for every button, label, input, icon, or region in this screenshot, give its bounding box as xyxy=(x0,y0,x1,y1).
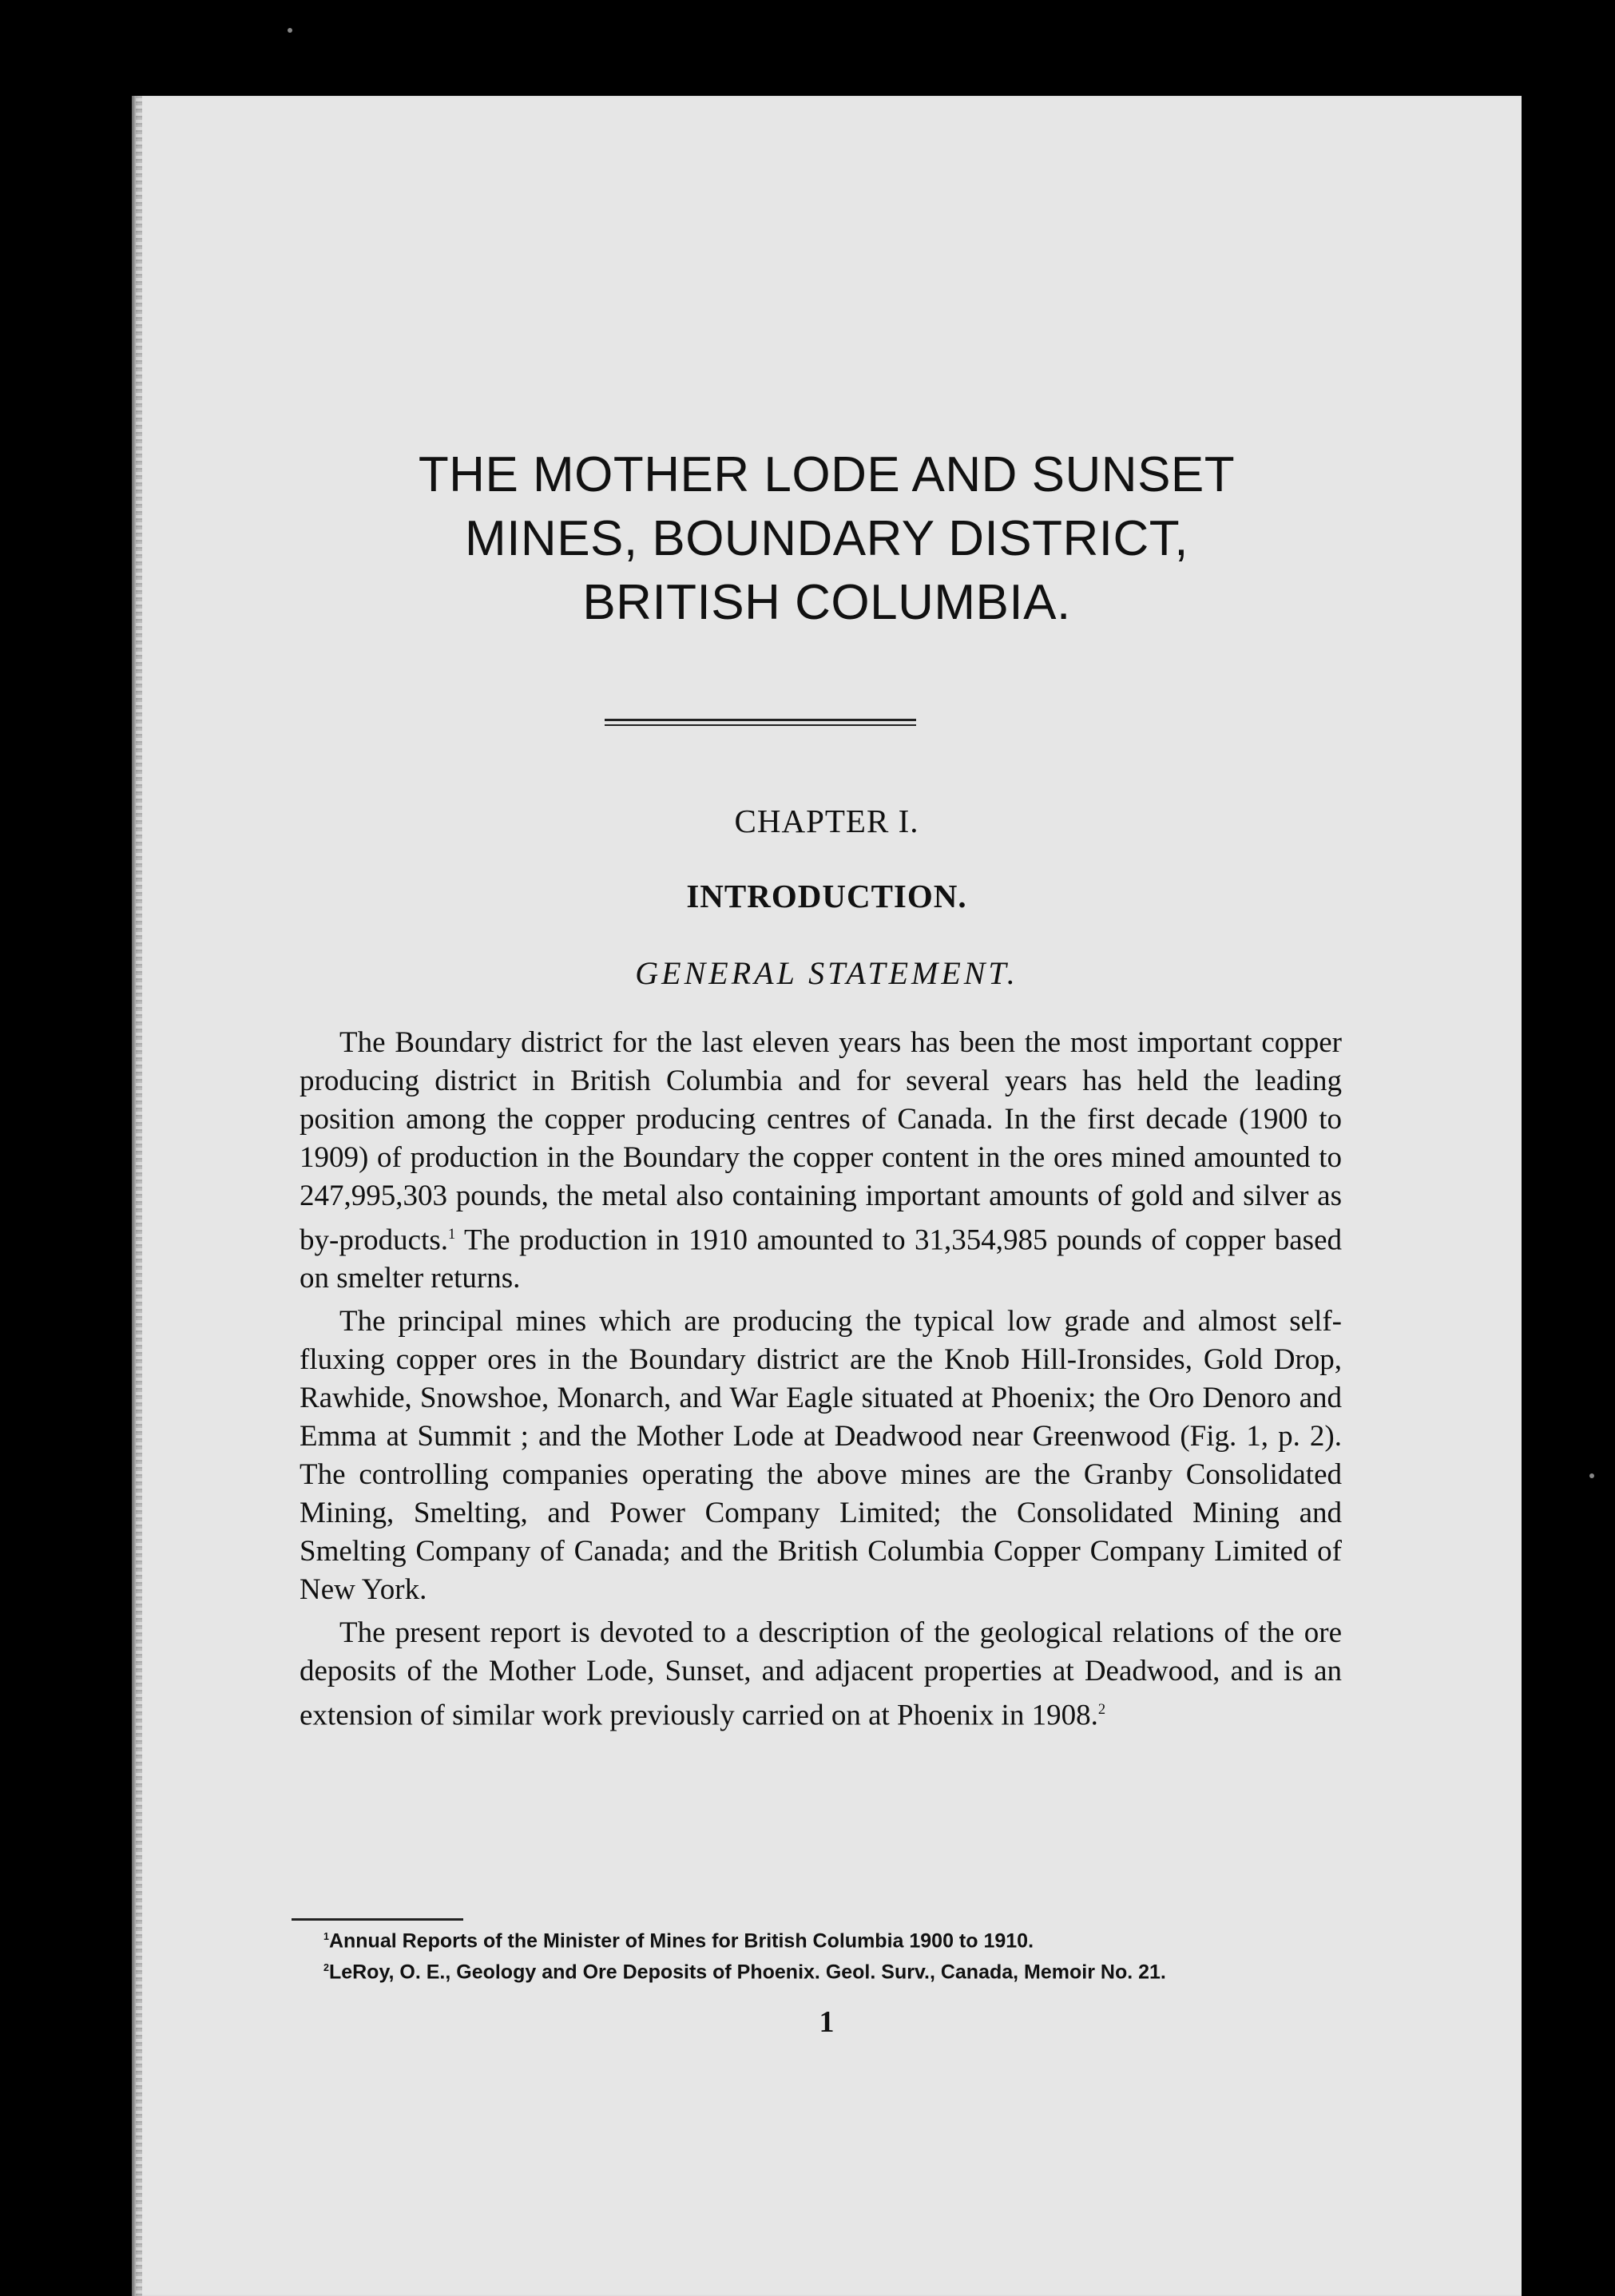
scan-speck xyxy=(288,28,292,33)
footnote-ref: 2 xyxy=(1097,1702,1106,1719)
footnote-mark: 2 xyxy=(323,1962,329,1974)
document-page xyxy=(132,96,1522,2296)
footnote-divider xyxy=(292,1918,463,1921)
subsection-heading: GENERAL STATEMENT. xyxy=(635,955,1018,991)
section-heading: INTRODUCTION. xyxy=(686,878,967,914)
body-text xyxy=(300,1024,1342,1740)
scan-background xyxy=(1522,1394,1615,2296)
paragraph xyxy=(300,1024,1342,1298)
footnote-text: Annual Reports of the Minister of Mines for British Columbia 1900 to 1910. xyxy=(328,1929,1034,1953)
paragraph-text: The production in 1910 amounted to 31,354,985 pounds of copper based on smelter returns. xyxy=(300,1223,1342,1295)
title-line: MINES, BOUNDARY DISTRICT, xyxy=(465,511,1188,566)
paragraph xyxy=(300,1303,1342,1609)
paragraph-text: The present report is devoted to a description of the geological relations of the ore deposits of the Mother Lode, Sunset, and adjacent properties at Deadwood, and is an extension of similar work previously carried on at Phoenix in 1908. xyxy=(300,1616,1342,1732)
footnotes xyxy=(292,1925,1346,1988)
footnote-ref: 1 xyxy=(448,1227,456,1243)
scan-speck xyxy=(1589,1473,1594,1478)
paragraph-text: The Boundary district for the last eleven years has been the most important copper producing district in British Columbia and for several years has held the leading position among the copper producing centres of Canada. In the first decade (1900 to 1909) of production in the Boundary the copper content in the ores mined amounted to 247,995,303 pounds, the metal also containing important amounts of gold and silver as by-products. xyxy=(300,1026,1342,1257)
document-title xyxy=(132,443,1522,635)
footnote xyxy=(292,1925,1346,1953)
title-line: BRITISH COLUMBIA. xyxy=(582,575,1071,630)
footnote-text: LeRoy, O. E., Geology and Ore Deposits of Phoenix. Geol. Surv., Canada, Memoir No. 21. xyxy=(328,1961,1166,1984)
title-line: THE MOTHER LODE AND SUNSET xyxy=(418,447,1236,502)
paragraph xyxy=(300,1614,1342,1735)
footnote xyxy=(292,1956,1346,1984)
title-divider xyxy=(605,719,916,726)
page-number: 1 xyxy=(819,2005,835,2039)
footnote-mark: 1 xyxy=(323,1931,329,1942)
page-binding-edge xyxy=(136,96,142,2296)
paragraph-text: The principal mines which are producing the typical low grade and almost self-fluxing copper ores in the Boundary district are the Knob Hill-Ironsides, Gold Drop, Rawhide, Snowshoe, Monarch, and War Eagle situated at Phoenix; the Oro Denoro and Emma at Summit ; and the Mother Lode at Deadwood near Greenwood (Fig. 1, p. 2). The controlling companies operating the above mines are the Granby Consolidated Mining, Smelting, and Power Company Limited; the Consolidated Mining and Smelting Company of Canada; and the British Columbia Copper Company Limited of New York. xyxy=(300,1305,1342,1607)
chapter-heading: CHAPTER I. xyxy=(734,803,919,839)
